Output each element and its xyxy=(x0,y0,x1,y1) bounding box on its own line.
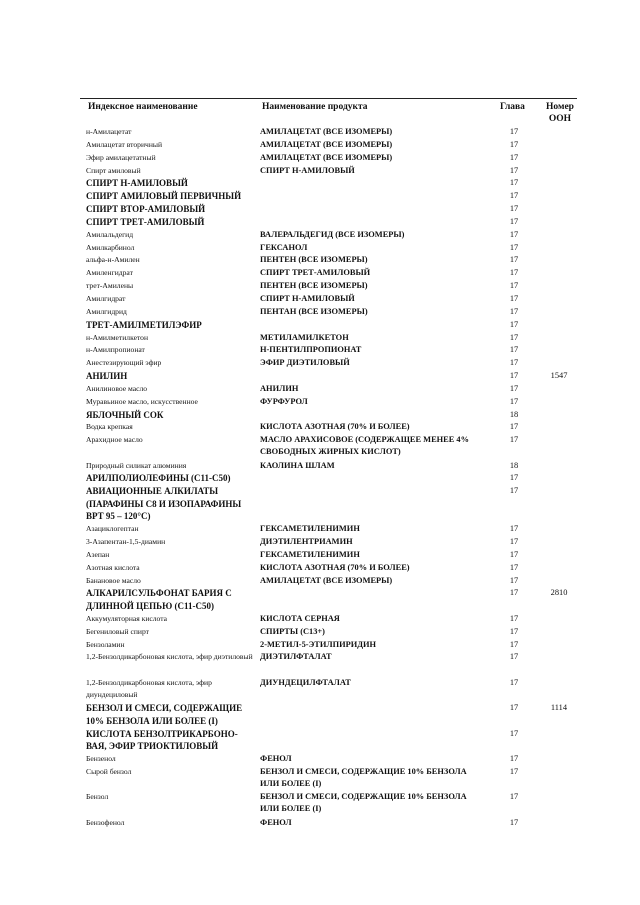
index-name-cell: Амилацетат вторичный xyxy=(86,139,163,149)
chapter-cell: 17 xyxy=(509,152,519,162)
chapter-cell: 17 xyxy=(509,319,519,329)
chapter-cell: 17 xyxy=(509,524,519,534)
index-name-cell: Бензоламин xyxy=(86,639,125,649)
un-number-cell: 1114 xyxy=(550,703,568,713)
index-name-cell: Спирт амиловый xyxy=(86,165,141,175)
product-name-cell: ПЕНТАН (ВСЕ ИЗОМЕРЫ) xyxy=(260,306,368,316)
chapter-cell: 17 xyxy=(509,703,519,713)
index-name-cell: ЯБЛОЧНЫЙ СОК xyxy=(86,409,164,420)
table-row xyxy=(0,460,640,473)
table-row xyxy=(0,344,640,357)
product-name-cell: ПЕНТЕН (ВСЕ ИЗОМЕРЫ) xyxy=(260,255,368,265)
product-name-cell: ГЕКСАМЕТИЛЕНИМИН xyxy=(260,524,360,534)
chapter-cell: 17 xyxy=(509,229,519,239)
product-name-cell: КИСЛОТА АЗОТНАЯ (70% И БОЛЕЕ) xyxy=(260,422,410,432)
index-name-cell: 3-Азапентан-1,5-диамин xyxy=(86,537,166,547)
chapter-cell: 17 xyxy=(509,371,519,381)
product-name-cell: ЭФИР ДИЭТИЛОВЫЙ xyxy=(260,358,350,368)
table-row xyxy=(0,190,640,203)
index-name-cell: Азепан xyxy=(86,549,110,559)
product-name-cell: ПЕНТЕН (ВСЕ ИЗОМЕРЫ) xyxy=(260,281,368,291)
index-name-cell: АРИЛПОЛИОЛЕФИНЫ (С11-С50) xyxy=(86,473,231,484)
chapter-cell: 17 xyxy=(509,766,519,776)
header-product-name: Наименование продукта xyxy=(262,102,368,112)
chapter-cell: 17 xyxy=(509,537,519,547)
chapter-cell: 17 xyxy=(509,306,519,316)
chapter-cell: 17 xyxy=(509,139,519,149)
product-name-cell: ДИЭТИЛЕНТРИАМИН xyxy=(260,537,353,547)
chapter-cell: 17 xyxy=(509,178,519,188)
table-row xyxy=(0,357,640,370)
index-name-cell: Бегениловый спирт xyxy=(86,626,149,636)
table-row xyxy=(0,523,640,536)
index-name-cell: АНИЛИН xyxy=(86,371,128,382)
table-row xyxy=(0,766,640,791)
table-row xyxy=(0,152,640,165)
product-name-cell: МАСЛО АРАХИСОВОЕ (СОДЕРЖАЩЕЕ МЕНЕЕ 4% СВОБОДНЫХ ЖИРНЫХ КИСЛОТ) xyxy=(260,435,469,457)
product-name-cell: СПИРТ ТРЕТ-АМИЛОВЫЙ xyxy=(260,268,371,278)
chapter-cell: 17 xyxy=(509,358,519,368)
table-row xyxy=(0,203,640,216)
table-row xyxy=(0,562,640,575)
product-name-cell: АНИЛИН xyxy=(260,383,299,393)
chapter-cell: 17 xyxy=(509,486,519,496)
product-name-cell: ГЕКСАНОЛ xyxy=(260,242,308,252)
table-row xyxy=(0,536,640,549)
index-name-cell: Аккумуляторная кислота xyxy=(86,613,168,623)
table-row xyxy=(0,280,640,293)
index-name-cell: СПИРТ ТРЕТ-АМИЛОВЫЙ xyxy=(86,216,205,227)
index-name-cell: Амилгидрат xyxy=(86,293,126,303)
product-name-cell: АМИЛАЦЕТАТ (ВСЕ ИЗОМЕРЫ) xyxy=(260,152,393,162)
product-name-cell: ДИУНДЕЦИЛФТАЛАТ xyxy=(260,677,351,687)
index-name-cell: н-Амилпропионат xyxy=(86,345,145,355)
chapter-cell: 17 xyxy=(509,281,519,291)
index-name-cell: 1,2-Бензолдикарбоновая кислота, эфир диэтиловый xyxy=(86,652,253,662)
chapter-cell: 17 xyxy=(509,383,519,393)
index-name-cell: АВИАЦИОННЫЕ АЛКИЛАТЫ (ПАРАФИНЫ С8 И ИЗОПАРАФИНЫ ВРТ 95 – 120°С) xyxy=(86,486,242,522)
chapter-cell: 17 xyxy=(509,639,519,649)
table-row xyxy=(0,165,640,178)
index-name-cell: Муравьиное масло, искусственное xyxy=(86,396,198,406)
table-row xyxy=(0,575,640,588)
un-number-cell: 2810 xyxy=(550,588,568,598)
chapter-cell: 17 xyxy=(509,191,519,201)
table-row xyxy=(0,383,640,396)
table-row xyxy=(0,677,640,702)
product-name-cell: СПИРТ Н-АМИЛОВЫЙ xyxy=(260,165,355,175)
chapter-cell: 17 xyxy=(509,165,519,175)
table-row xyxy=(0,139,640,152)
index-name-cell: Бензофенол xyxy=(86,817,125,827)
index-table xyxy=(0,126,640,829)
chapter-cell: 17 xyxy=(509,677,519,687)
index-name-cell: Азациклогептан xyxy=(86,524,139,534)
chapter-cell: 17 xyxy=(509,549,519,559)
table-row xyxy=(0,485,640,523)
product-name-cell: БЕНЗОЛ И СМЕСИ, СОДЕРЖАЩИЕ 10% БЕНЗОЛА ИЛИ БОЛЕЕ (I) xyxy=(260,766,467,788)
index-name-cell: Амиленгидрат xyxy=(86,268,133,278)
table-row xyxy=(0,229,640,242)
chapter-cell: 17 xyxy=(509,396,519,406)
index-name-cell: Бензенол xyxy=(86,753,116,763)
table-row xyxy=(0,639,640,652)
index-name-cell: Сырой бензол xyxy=(86,766,132,776)
table-row xyxy=(0,817,640,830)
chapter-cell: 17 xyxy=(509,293,519,303)
index-name-cell: н-Амилметилкетон xyxy=(86,332,149,342)
table-row xyxy=(0,702,640,727)
index-name-cell: Анестезирующий эфир xyxy=(86,358,162,368)
table-row xyxy=(0,587,640,612)
index-name-cell: Эфир амилацетатный xyxy=(86,152,156,162)
table-row xyxy=(0,409,640,422)
chapter-cell: 17 xyxy=(509,626,519,636)
index-name-cell: Бензол xyxy=(86,792,109,802)
table-row xyxy=(0,753,640,766)
chapter-cell: 17 xyxy=(509,422,519,432)
product-name-cell: СПИРТЫ (С13+) xyxy=(260,626,325,636)
table-row xyxy=(0,242,640,255)
chapter-cell: 17 xyxy=(509,753,519,763)
product-name-cell: Н-ПЕНТИЛПРОПИОНАТ xyxy=(260,345,362,355)
index-name-cell: Банановое масло xyxy=(86,575,141,585)
header-chapter: Глава xyxy=(500,102,525,112)
chapter-cell: 17 xyxy=(509,242,519,252)
table-row xyxy=(0,370,640,383)
index-name-cell: Анилиновое масло xyxy=(86,383,148,393)
table-row xyxy=(0,472,640,485)
index-name-cell: Арахидное масло xyxy=(86,435,143,445)
index-name-cell: СПИРТ ВТОР-АМИЛОВЫЙ xyxy=(86,204,206,215)
table-row xyxy=(0,126,640,139)
table-row xyxy=(0,651,640,676)
index-name-cell: Природный силикат алюминия xyxy=(86,460,187,470)
product-name-cell: 2-МЕТИЛ-5-ЭТИЛПИРИДИН xyxy=(260,639,377,649)
chapter-cell: 17 xyxy=(509,216,519,226)
chapter-cell: 17 xyxy=(509,562,519,572)
table-row xyxy=(0,332,640,345)
product-name-cell: СПИРТ Н-АМИЛОВЫЙ xyxy=(260,293,355,303)
product-name-cell: ФУРФУРОЛ xyxy=(260,396,308,406)
chapter-cell: 17 xyxy=(509,652,519,662)
table-row xyxy=(0,613,640,626)
table-row xyxy=(0,267,640,280)
index-name-cell: Амилгидрид xyxy=(86,306,127,316)
product-name-cell: МЕТИЛАМИЛКЕТОН xyxy=(260,332,349,342)
index-name-cell: СПИРТ Н-АМИЛОВЫЙ xyxy=(86,178,188,189)
table-row xyxy=(0,306,640,319)
table-row xyxy=(0,791,640,816)
chapter-cell: 17 xyxy=(509,473,519,483)
chapter-cell: 17 xyxy=(509,204,519,214)
product-name-cell: КАОЛИНА ШЛАМ xyxy=(260,460,335,470)
header-rule xyxy=(80,98,577,99)
index-name-cell: Водка крепкая xyxy=(86,422,133,432)
chapter-cell: 17 xyxy=(509,588,519,598)
index-name-cell: СПИРТ АМИЛОВЫЙ ПЕРВИЧНЫЙ xyxy=(86,191,242,202)
index-name-cell: 1,2-Бензолдикарбоновая кислота, эфир диундециловый xyxy=(86,677,212,699)
product-name-cell: АМИЛАЦЕТАТ (ВСЕ ИЗОМЕРЫ) xyxy=(260,139,393,149)
table-row xyxy=(0,216,640,229)
chapter-cell: 17 xyxy=(509,728,519,738)
chapter-cell: 17 xyxy=(509,792,519,802)
chapter-cell: 17 xyxy=(509,332,519,342)
product-name-cell: КИСЛОТА АЗОТНАЯ (70% И БОЛЕЕ) xyxy=(260,562,410,572)
index-name-cell: Азотная кислота xyxy=(86,562,140,572)
product-name-cell: ФЕНОЛ xyxy=(260,817,292,827)
index-name-cell: н-Амилацетат xyxy=(86,127,132,136)
table-row xyxy=(0,177,640,190)
index-name-cell: Амилкарбинол xyxy=(86,242,135,252)
header-un-number: Номер ООН xyxy=(546,102,574,124)
index-name-cell: трет-Амилены xyxy=(86,281,134,291)
index-name-cell: ТРЕТ-АМИЛМЕТИЛЭФИР xyxy=(86,319,202,330)
chapter-cell: 18 xyxy=(509,409,519,419)
index-name-cell: БЕНЗОЛ И СМЕСИ, СОДЕРЖАЩИЕ 10% БЕНЗОЛА ИЛИ БОЛЕЕ (I) xyxy=(86,703,243,726)
product-name-cell: ВАЛЕРАЛЬДЕГИД (ВСЕ ИЗОМЕРЫ) xyxy=(260,229,405,239)
product-name-cell: КИСЛОТА СЕРНАЯ xyxy=(260,613,340,623)
chapter-cell: 17 xyxy=(509,613,519,623)
chapter-cell: 17 xyxy=(509,345,519,355)
chapter-cell: 17 xyxy=(509,575,519,585)
table-row xyxy=(0,254,640,267)
index-name-cell: КИСЛОТА БЕНЗОЛТРИКАРБОНО-ВАЯ, ЭФИР ТРИОКТИЛОВЫЙ xyxy=(86,728,238,752)
product-name-cell: АМИЛАЦЕТАТ (ВСЕ ИЗОМЕРЫ) xyxy=(260,575,393,585)
chapter-cell: 17 xyxy=(509,435,519,445)
product-name-cell: БЕНЗОЛ И СМЕСИ, СОДЕРЖАЩИЕ 10% БЕНЗОЛА ИЛИ БОЛЕЕ (I) xyxy=(260,792,467,814)
table-row xyxy=(0,626,640,639)
product-name-cell: АМИЛАЦЕТАТ (ВСЕ ИЗОМЕРЫ) xyxy=(260,127,393,136)
chapter-cell: 17 xyxy=(509,127,519,136)
index-name-cell: АЛКАРИЛСУЛЬФОНАТ БАРИЯ С ДЛИННОЙ ЦЕПЬЮ (С11-С50) xyxy=(86,588,232,611)
table-row xyxy=(0,728,640,753)
chapter-cell: 17 xyxy=(509,255,519,265)
table-row xyxy=(0,549,640,562)
table-row xyxy=(0,293,640,306)
product-name-cell: ГЕКСАМЕТИЛЕНИМИН xyxy=(260,549,360,559)
chapter-cell: 18 xyxy=(509,460,519,470)
un-number-cell: 1547 xyxy=(550,371,568,381)
table-row xyxy=(0,396,640,409)
chapter-cell: 17 xyxy=(509,817,519,827)
header-index-name: Индексное наименование xyxy=(88,102,198,112)
index-name-cell: альфа-н-Амилен xyxy=(86,255,140,265)
index-name-cell: Амилальдегид xyxy=(86,229,134,239)
table-row xyxy=(0,434,640,459)
product-name-cell: ДИЭТИЛФТАЛАТ xyxy=(260,652,332,662)
chapter-cell: 17 xyxy=(509,268,519,278)
table-row xyxy=(0,319,640,332)
product-name-cell: ФЕНОЛ xyxy=(260,753,292,763)
table-row xyxy=(0,421,640,434)
